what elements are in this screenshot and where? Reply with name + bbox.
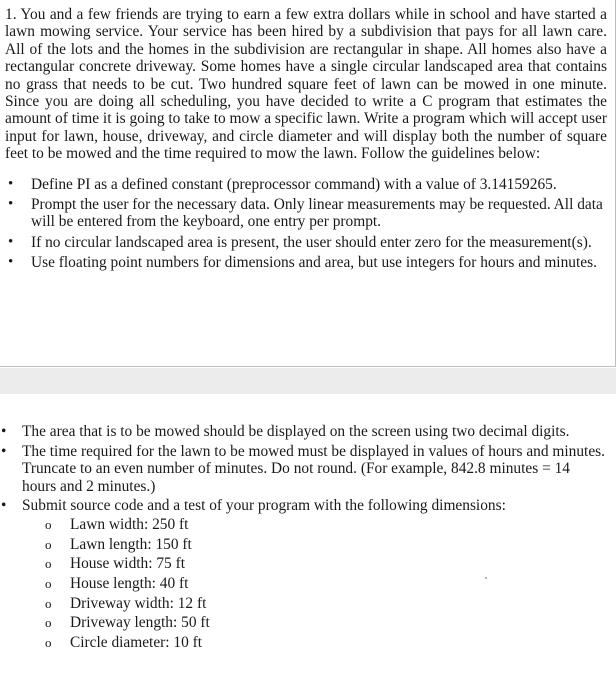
page-separator xyxy=(0,368,616,394)
more-guideline-list xyxy=(1,423,606,653)
circle-bullet-icon: o xyxy=(45,615,52,631)
guideline-item: • Define PI as a defined constant (preprocessor command) with a value of 3.14159265. xyxy=(8,175,557,193)
guideline-item: • Prompt the user for the necessary data. Only linear measurements may be requested. All data will be entered from the keyboard, one entry per prompt. xyxy=(8,196,603,231)
bullet-icon: • xyxy=(1,442,7,460)
guideline-item: • The time required for the lawn to be mowed must be displayed in values of hours and minutes. Truncate to an even number of minutes. Do not round. (For example, 842.8 minutes = 14 hours and 2 minutes.) xyxy=(1,442,605,495)
dimension-item: o Driveway width: 12 ft xyxy=(45,594,207,612)
dimension-item: o Circle diameter: 10 ft xyxy=(45,634,203,652)
dimension-item: o House length: 40 ft xyxy=(45,575,189,593)
bullet-icon: • xyxy=(1,497,7,515)
bullet-icon: • xyxy=(8,196,14,213)
circle-bullet-icon: o xyxy=(45,576,52,592)
dimension-list xyxy=(22,515,606,653)
continuation-panel xyxy=(0,394,616,677)
guideline-item: • The area that is to be mowed should be displayed on the screen using two decimal digits. xyxy=(1,423,570,440)
guideline-item: • Submit source code and a test of your program with the following dimensions: o Lawn width: 250 ft o Lawn length: 150 ft o House width: 75 ft o House length: 40 ft o Driveway width: 12 ft o Driveway length: 50 ft o Circle diameter: 10 ft xyxy=(22,497,606,653)
bullet-icon: • xyxy=(8,233,14,250)
bullet-icon: • xyxy=(8,175,14,192)
bullet-icon: • xyxy=(8,254,14,271)
circle-bullet-icon: o xyxy=(45,595,52,611)
circle-bullet-icon: o xyxy=(45,516,52,532)
guideline-item: • Use floating point numbers for dimensions and area, but use integers for hours and minutes. xyxy=(8,254,597,272)
dimension-item: o Lawn width: 250 ft xyxy=(45,515,189,533)
circle-bullet-icon: o xyxy=(45,536,52,552)
circle-bullet-icon: o xyxy=(45,556,52,572)
guideline-list xyxy=(5,176,607,272)
bullet-icon: • xyxy=(1,423,7,440)
dimension-item: o Driveway length: 50 ft xyxy=(45,614,210,632)
question-paragraph: 1. You and a few friends are trying to earn a few extra dollars while in school and have started a lawn mowing service. Your service has been hired by a subdivision that pays for all lawn care. All of the lots and the homes in the subdivision are rectangular in shape. All homes also have a rectangular concrete driveway. Some homes have a single circular landscaped area that contains no grass that needs to be cut. Two hundred square feet of lawn can be mowed in one minute. Since you are doing all scheduling, you have decided to write a C program that estimates the amount of time it is going to take to mow a specific lawn. Write a program which will accept user input for lawn, house, driveway, and circle diameter and will display both the number of square feet to be mowed and the time required to mow the lawn. Follow the guidelines below: xyxy=(5,6,607,163)
circle-bullet-icon: o xyxy=(45,635,52,651)
dimension-item: o House width: 75 ft xyxy=(45,555,185,573)
dimension-item: o Lawn length: 150 ft xyxy=(45,535,192,553)
stray-mark xyxy=(485,577,487,579)
guideline-item: • If no circular landscaped area is present, the user should enter zero for the measurement(s). xyxy=(8,233,592,251)
